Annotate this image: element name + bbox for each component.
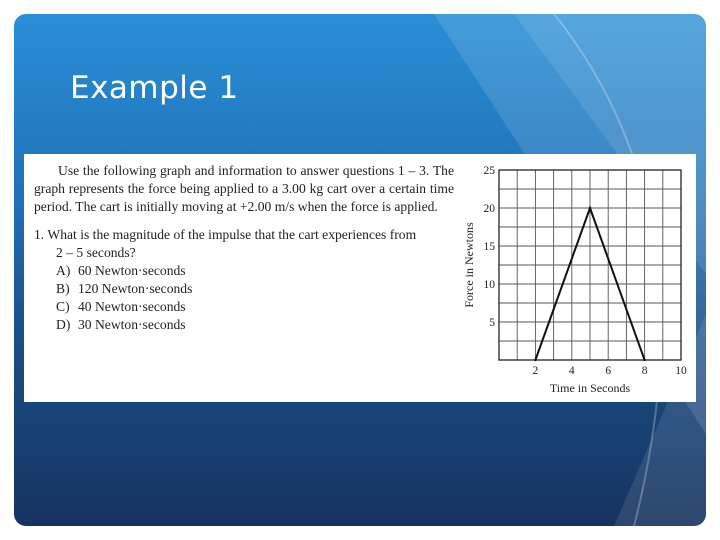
y-tick-label: 20 (483, 203, 495, 215)
slide (14, 14, 706, 526)
question-number: 1. (34, 227, 45, 242)
option-d (56, 316, 454, 334)
x-tick-label: 2 (532, 365, 539, 377)
x-tick-label: 10 (675, 365, 687, 377)
x-axis-label: Time in Seconds (549, 381, 631, 395)
data-point (534, 359, 536, 361)
question-text-line1: What is the magnitude of the impulse that the cart experiences from (47, 227, 417, 242)
option-letter: D) (56, 317, 71, 332)
option-c (56, 298, 454, 316)
x-tick-label: 8 (641, 365, 648, 377)
option-letter: B) (56, 281, 70, 296)
option-text: 30 Newton·seconds (78, 317, 186, 332)
question-1 (34, 226, 454, 262)
y-tick-label: 5 (489, 317, 495, 329)
question-text-line2: 2 – 5 seconds? (56, 245, 136, 260)
option-text: 120 Newton·seconds (78, 281, 193, 296)
x-tick-label: 4 (568, 365, 575, 377)
y-tick-label: 10 (483, 279, 495, 291)
option-text: 60 Newton·seconds (78, 263, 186, 278)
y-tick-label: 25 (483, 165, 495, 177)
slide-title: Example 1 (70, 70, 239, 106)
option-letter: C) (56, 299, 70, 314)
force-time-chart (459, 156, 691, 400)
y-axis-label: Force in Newtons (462, 222, 476, 308)
y-tick-label: 15 (483, 241, 495, 253)
data-point (643, 359, 645, 361)
option-text: 40 Newton·seconds (78, 299, 186, 314)
option-a (56, 262, 454, 280)
answer-options (34, 262, 454, 334)
option-letter: A) (56, 263, 71, 278)
option-b (56, 280, 454, 298)
question-text-block (34, 162, 454, 334)
content-panel (24, 154, 696, 402)
x-tick-label: 6 (605, 365, 612, 377)
intro-paragraph: Use the following graph and information to answer questions 1 – 3. The graph represents the force being applied to a 3.00 kg cart over a certain time period. The cart is initially moving at +2.00 m/s when the force is applied. (34, 163, 454, 214)
data-point (589, 207, 591, 209)
